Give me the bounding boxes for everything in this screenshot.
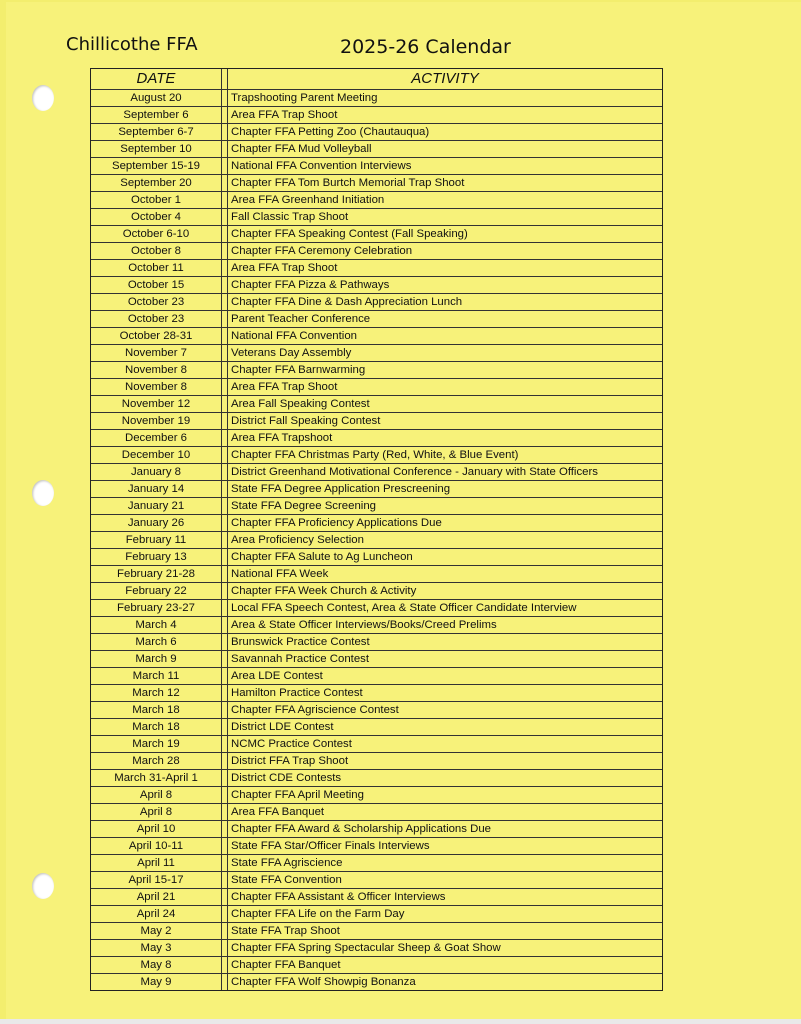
event-date: September 15-19 xyxy=(91,158,222,175)
table-row xyxy=(91,328,662,345)
event-activity: National FFA Convention Interviews xyxy=(228,158,662,175)
table-row xyxy=(91,311,662,328)
table-row xyxy=(91,396,662,413)
event-date: January 21 xyxy=(91,498,222,515)
event-date: January 8 xyxy=(91,464,222,481)
event-date: March 19 xyxy=(91,736,222,753)
event-date: March 31-April 1 xyxy=(91,770,222,787)
event-date: March 18 xyxy=(91,719,222,736)
table-row xyxy=(91,668,662,685)
calendar-title: 2025-26 Calendar xyxy=(340,36,511,58)
table-row xyxy=(91,362,662,379)
table-row xyxy=(91,464,662,481)
event-activity: District CDE Contests xyxy=(228,770,662,787)
event-date: September 6-7 xyxy=(91,124,222,141)
event-activity: Local FFA Speech Contest, Area & State Officer Candidate Interview xyxy=(228,600,662,617)
event-date: April 21 xyxy=(91,889,222,906)
event-activity: Brunswick Practice Contest xyxy=(228,634,662,651)
event-activity: Chapter FFA Award & Scholarship Applications Due xyxy=(228,821,662,838)
event-date: May 2 xyxy=(91,923,222,940)
table-row xyxy=(91,226,662,243)
event-date: November 8 xyxy=(91,379,222,396)
table-row xyxy=(91,804,662,821)
table-row xyxy=(91,855,662,872)
event-activity: Fall Classic Trap Shoot xyxy=(228,209,662,226)
table-row xyxy=(91,124,662,141)
event-date: April 15-17 xyxy=(91,872,222,889)
event-date: March 4 xyxy=(91,617,222,634)
table-row xyxy=(91,430,662,447)
event-date: April 8 xyxy=(91,787,222,804)
table-row xyxy=(91,345,662,362)
event-activity: Hamilton Practice Contest xyxy=(228,685,662,702)
event-date: March 11 xyxy=(91,668,222,685)
scan-edge xyxy=(0,1019,801,1024)
table-row xyxy=(91,719,662,736)
event-activity: Area FFA Trapshoot xyxy=(228,430,662,447)
event-date: March 12 xyxy=(91,685,222,702)
event-date: March 18 xyxy=(91,702,222,719)
event-activity: Area FFA Trap Shoot xyxy=(228,260,662,277)
event-date: November 19 xyxy=(91,413,222,430)
event-activity: Chapter FFA Tom Burtch Memorial Trap Shoot xyxy=(228,175,662,192)
org-name: Chillicothe FFA xyxy=(66,34,198,55)
event-date: February 21-28 xyxy=(91,566,222,583)
event-date: March 9 xyxy=(91,651,222,668)
event-activity: National FFA Convention xyxy=(228,328,662,345)
date-column-header: DATE xyxy=(91,69,222,90)
event-activity: Chapter FFA April Meeting xyxy=(228,787,662,804)
calendar-rows xyxy=(91,90,662,990)
event-activity: Savannah Practice Contest xyxy=(228,651,662,668)
event-date: October 23 xyxy=(91,311,222,328)
event-date: September 20 xyxy=(91,175,222,192)
binder-hole-bottom xyxy=(32,873,54,899)
table-row xyxy=(91,481,662,498)
event-activity: Chapter FFA Petting Zoo (Chautauqua) xyxy=(228,124,662,141)
event-activity: State FFA Convention xyxy=(228,872,662,889)
event-date: April 10-11 xyxy=(91,838,222,855)
event-activity: Chapter FFA Speaking Contest (Fall Speaking) xyxy=(228,226,662,243)
table-row xyxy=(91,498,662,515)
event-date: May 3 xyxy=(91,940,222,957)
table-row xyxy=(91,753,662,770)
event-date: October 11 xyxy=(91,260,222,277)
event-activity: State FFA Degree Application Prescreening xyxy=(228,481,662,498)
event-date: October 23 xyxy=(91,294,222,311)
event-activity: Area FFA Greenhand Initiation xyxy=(228,192,662,209)
table-row xyxy=(91,141,662,158)
table-row xyxy=(91,175,662,192)
table-row xyxy=(91,158,662,175)
event-activity: District Greenhand Motivational Conference - January with State Officers xyxy=(228,464,662,481)
table-row xyxy=(91,260,662,277)
event-date: April 8 xyxy=(91,804,222,821)
event-activity: Veterans Day Assembly xyxy=(228,345,662,362)
event-activity: Chapter FFA Proficiency Applications Due xyxy=(228,515,662,532)
table-row xyxy=(91,566,662,583)
event-date: December 6 xyxy=(91,430,222,447)
table-row xyxy=(91,515,662,532)
table-row xyxy=(91,651,662,668)
table-row xyxy=(91,107,662,124)
event-date: January 14 xyxy=(91,481,222,498)
table-row xyxy=(91,532,662,549)
table-row xyxy=(91,685,662,702)
table-row xyxy=(91,600,662,617)
event-activity: District Fall Speaking Contest xyxy=(228,413,662,430)
table-row xyxy=(91,294,662,311)
table-row xyxy=(91,838,662,855)
event-date: May 8 xyxy=(91,957,222,974)
event-date: November 8 xyxy=(91,362,222,379)
event-activity: Chapter FFA Life on the Farm Day xyxy=(228,906,662,923)
event-activity: Chapter FFA Banquet xyxy=(228,957,662,974)
table-row xyxy=(91,889,662,906)
event-activity: Chapter FFA Agriscience Contest xyxy=(228,702,662,719)
table-row xyxy=(91,243,662,260)
event-date: October 28-31 xyxy=(91,328,222,345)
event-activity: Chapter FFA Barnwarming xyxy=(228,362,662,379)
event-activity: National FFA Week xyxy=(228,566,662,583)
event-date: March 28 xyxy=(91,753,222,770)
event-date: April 24 xyxy=(91,906,222,923)
event-activity: Area FFA Trap Shoot xyxy=(228,107,662,124)
event-activity: Area & State Officer Interviews/Books/Creed Prelims xyxy=(228,617,662,634)
event-activity: Chapter FFA Wolf Showpig Bonanza xyxy=(231,976,416,988)
event-activity: NCMC Practice Contest xyxy=(228,736,662,753)
event-activity: Parent Teacher Conference xyxy=(228,311,662,328)
event-activity: District FFA Trap Shoot xyxy=(228,753,662,770)
event-date: January 26 xyxy=(91,515,222,532)
binder-hole-top xyxy=(32,85,54,111)
event-activity: Area FFA Trap Shoot xyxy=(228,379,662,396)
event-activity: Chapter FFA Christmas Party (Red, White, & Blue Event) xyxy=(228,447,662,464)
table-row xyxy=(91,379,662,396)
event-activity: Trapshooting Parent Meeting xyxy=(228,90,662,107)
table-row xyxy=(91,583,662,600)
event-date: April 11 xyxy=(91,855,222,872)
event-activity: Chapter FFA Week Church & Activity xyxy=(228,583,662,600)
event-date: October 8 xyxy=(91,243,222,260)
table-row xyxy=(91,209,662,226)
event-activity: Area LDE Contest xyxy=(228,668,662,685)
table-row xyxy=(91,549,662,566)
event-activity: Area Proficiency Selection xyxy=(228,532,662,549)
table-row xyxy=(91,702,662,719)
event-date: December 10 xyxy=(91,447,222,464)
table-row xyxy=(91,413,662,430)
activity-column-header: ACTIVITY xyxy=(228,69,662,90)
table-row xyxy=(91,923,662,940)
event-date: February 13 xyxy=(91,549,222,566)
table-row xyxy=(91,770,662,787)
table-row xyxy=(91,872,662,889)
event-date: March 6 xyxy=(91,634,222,651)
table-row xyxy=(91,957,662,974)
event-date: October 15 xyxy=(91,277,222,294)
event-activity: Area Fall Speaking Contest xyxy=(228,396,662,413)
event-date: February 22 xyxy=(91,583,222,600)
event-date: November 12 xyxy=(91,396,222,413)
event-activity: State FFA Agriscience xyxy=(228,855,662,872)
event-activity: Chapter FFA Salute to Ag Luncheon xyxy=(228,549,662,566)
event-date: November 7 xyxy=(91,345,222,362)
table-row xyxy=(91,447,662,464)
table-row xyxy=(91,821,662,838)
event-activity: State FFA Trap Shoot xyxy=(228,923,662,940)
event-date: October 6-10 xyxy=(91,226,222,243)
event-date: September 10 xyxy=(91,141,222,158)
event-date: October 1 xyxy=(91,192,222,209)
event-date: May 9 xyxy=(91,974,222,990)
table-row xyxy=(91,634,662,651)
event-activity: Area FFA Banquet xyxy=(228,804,662,821)
event-activity: Chapter FFA Dine & Dash Appreciation Lunch xyxy=(228,294,662,311)
table-row xyxy=(91,277,662,294)
event-date: October 4 xyxy=(91,209,222,226)
table-row xyxy=(91,90,662,107)
calendar-table xyxy=(90,68,663,991)
table-row xyxy=(91,617,662,634)
binder-hole-middle xyxy=(32,480,54,506)
table-row xyxy=(91,192,662,209)
table-header-row xyxy=(91,69,662,90)
event-activity: Chapter FFA Assistant & Officer Interviews xyxy=(228,889,662,906)
table-row xyxy=(91,787,662,804)
event-date: August 20 xyxy=(91,90,222,107)
table-row xyxy=(91,736,662,753)
table-row xyxy=(91,906,662,923)
event-activity: Chapter FFA Spring Spectacular Sheep & Goat Show xyxy=(228,940,662,957)
table-row xyxy=(91,974,662,990)
event-activity: State FFA Degree Screening xyxy=(228,498,662,515)
event-date: February 11 xyxy=(91,532,222,549)
event-activity: State FFA Star/Officer Finals Interviews xyxy=(228,838,662,855)
event-date: April 10 xyxy=(91,821,222,838)
event-activity: Chapter FFA Pizza & Pathways xyxy=(228,277,662,294)
event-activity: District LDE Contest xyxy=(228,719,662,736)
event-activity: Chapter FFA Mud Volleyball xyxy=(228,141,662,158)
table-row xyxy=(91,940,662,957)
event-date: September 6 xyxy=(91,107,222,124)
event-activity: Chapter FFA Ceremony Celebration xyxy=(228,243,662,260)
event-date: February 23-27 xyxy=(91,600,222,617)
